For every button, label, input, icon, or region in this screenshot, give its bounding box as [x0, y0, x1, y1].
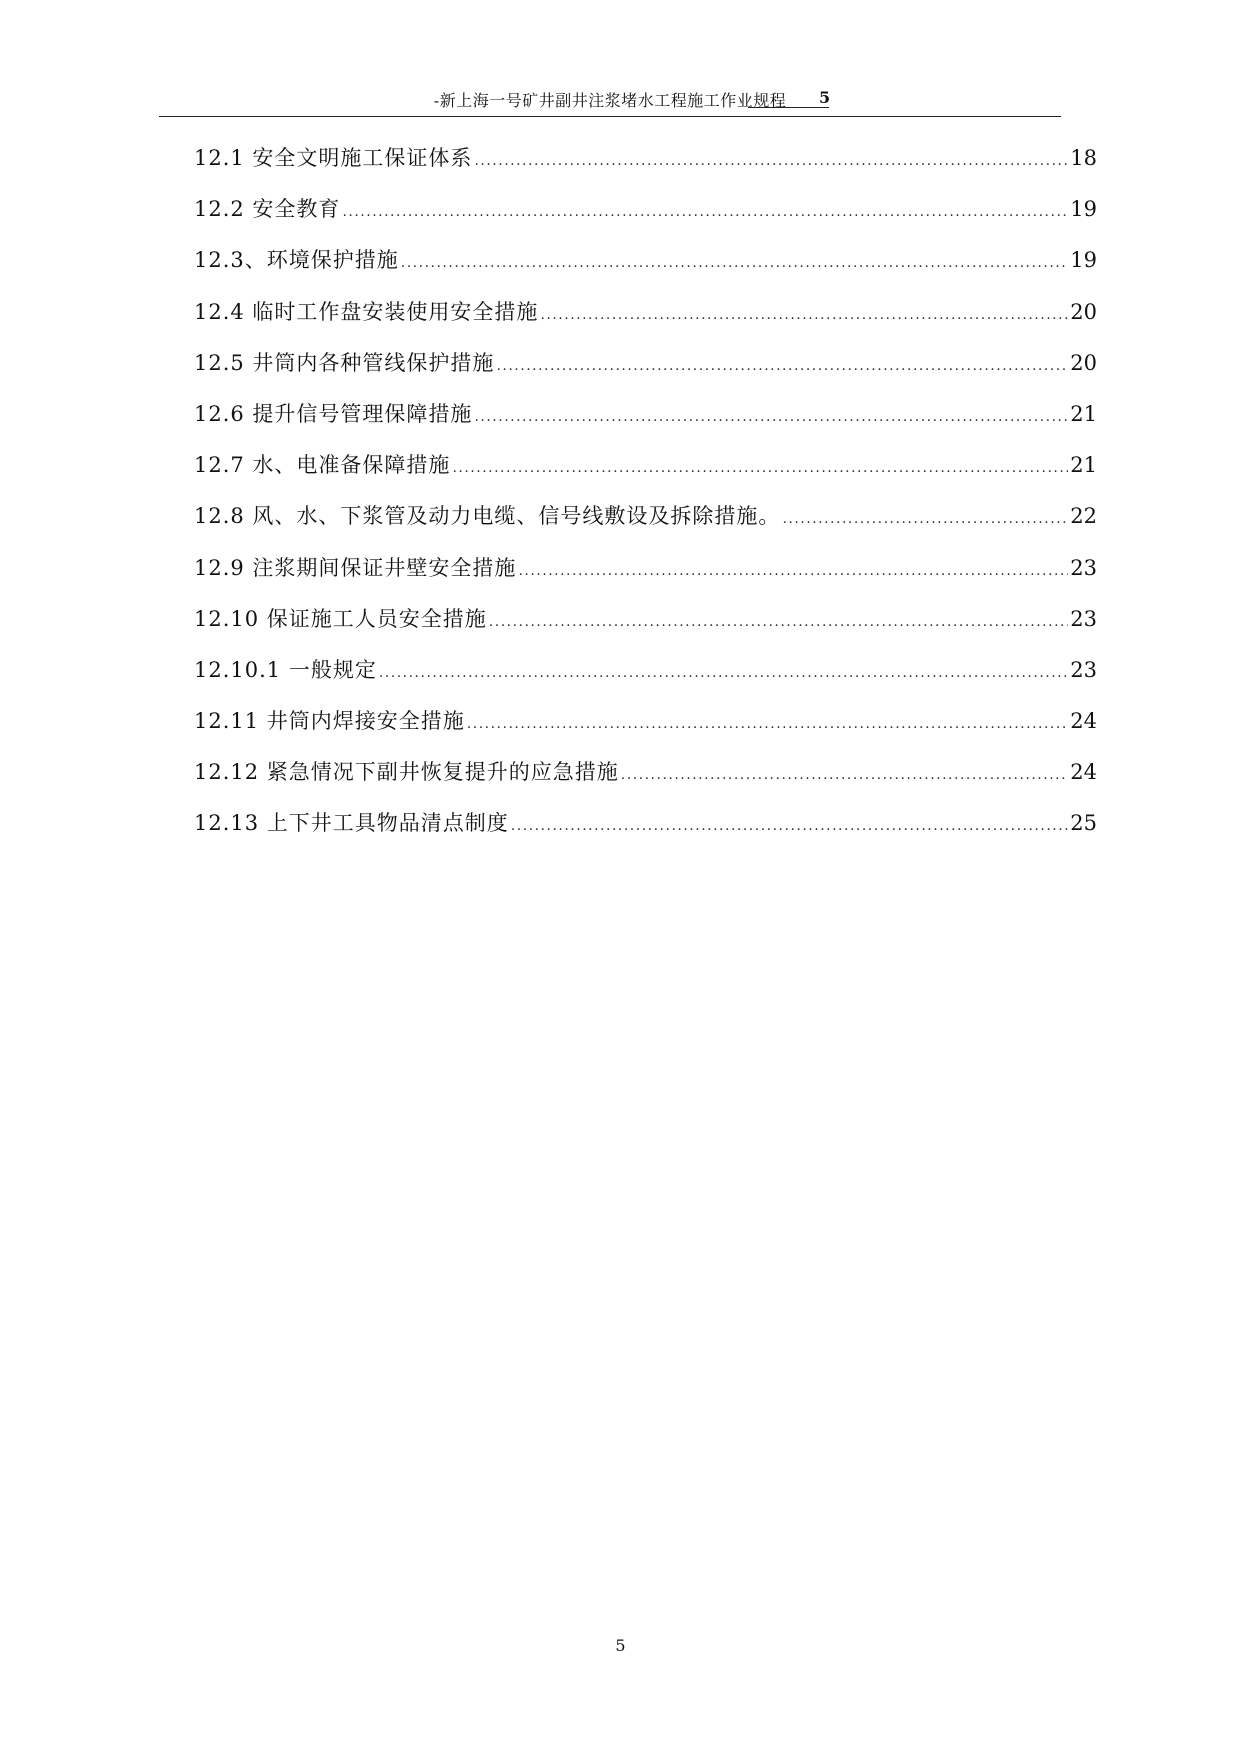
toc-leader-dots [518, 563, 1068, 579]
toc-entry-label: 12.1 安全文明施工保证体系 [194, 146, 473, 170]
toc-entry-label: 12.6 提升信号管理保障措施 [194, 401, 473, 426]
toc-entry[interactable] [194, 347, 1097, 398]
toc-entry-page: 21 [1070, 401, 1097, 426]
toc-leader-dots [496, 358, 1068, 374]
toc-leader-dots [342, 204, 1068, 220]
toc-entry-page: 21 [1070, 453, 1097, 478]
toc-entry[interactable] [194, 705, 1097, 756]
toc-leader-dots [621, 767, 1068, 783]
toc-entry[interactable] [194, 756, 1097, 807]
toc-entry-page: 18 [1070, 146, 1097, 170]
toc-entry-label: 12.10 保证施工人员安全措施 [194, 606, 487, 631]
toc-entry[interactable] [194, 603, 1097, 654]
toc-entry-label: 12.3、环境保护措施 [194, 248, 399, 273]
toc-entry-page: 24 [1070, 709, 1097, 734]
toc-leader-dots [511, 818, 1068, 834]
toc-leader-dots [452, 460, 1068, 476]
toc-entry[interactable] [194, 193, 1097, 244]
header-title: -新上海一号矿井副井注浆堵水工程施工作业规程 [433, 91, 787, 110]
toc-entry-label: 12.4 临时工作盘安装使用安全措施 [194, 299, 539, 324]
toc-leader-dots [489, 614, 1068, 630]
toc-entry[interactable] [194, 296, 1097, 347]
toc-leader-dots [401, 255, 1069, 271]
toc-entry[interactable] [194, 807, 1097, 858]
toc-entry[interactable] [194, 500, 1097, 551]
toc-entry[interactable] [194, 552, 1097, 603]
toc-leader-dots [467, 716, 1068, 732]
toc-entry-page: 23 [1070, 606, 1097, 631]
toc-entry-label: 12.7 水、电准备保障措施 [194, 453, 451, 478]
toc-entry-page: 22 [1070, 504, 1097, 529]
toc-entry[interactable] [194, 244, 1097, 295]
toc-entry-page: 23 [1070, 555, 1097, 580]
toc-entry-page: 25 [1070, 811, 1097, 836]
toc-leader-dots [379, 665, 1068, 681]
toc-entry-label: 12.10.1 一般规定 [194, 657, 377, 682]
toc-entry[interactable] [194, 398, 1097, 449]
toc-leader-dots [474, 409, 1068, 425]
toc-entry-page: 19 [1070, 197, 1097, 222]
toc-entry[interactable] [194, 654, 1097, 705]
toc-entry-page: 23 [1070, 657, 1097, 682]
toc-entry-page: 20 [1070, 299, 1097, 324]
page-number: 5 [615, 1636, 626, 1655]
toc-entry-page: 24 [1070, 760, 1097, 785]
toc-entry-label: 12.2 安全教育 [194, 197, 341, 222]
header-underline-overlay [748, 96, 829, 108]
toc-entry-page: 19 [1070, 248, 1097, 273]
toc-entry[interactable] [194, 449, 1097, 500]
toc-entry-label: 12.13 上下井工具物品清点制度 [194, 811, 509, 836]
toc-entry[interactable] [194, 142, 1097, 193]
header-overlay-number: 5 [819, 88, 831, 107]
toc-leader-dots [540, 307, 1068, 323]
toc-entry-label: 12.11 井筒内焊接安全措施 [194, 709, 465, 734]
table-of-contents [194, 142, 1097, 859]
toc-entry-label: 12.8 风、水、下浆管及动力电缆、信号线敷设及拆除措施。 [194, 504, 781, 529]
toc-entry-page: 20 [1070, 350, 1097, 375]
toc-entry-label: 12.12 紧急情况下副井恢复提升的应急措施 [194, 760, 619, 785]
page-header [159, 88, 1061, 117]
toc-leader-dots [782, 511, 1068, 527]
toc-entry-label: 12.9 注浆期间保证井壁安全措施 [194, 555, 517, 580]
toc-leader-dots [474, 153, 1068, 169]
toc-entry-label: 12.5 井筒内各种管线保护措施 [194, 350, 495, 375]
